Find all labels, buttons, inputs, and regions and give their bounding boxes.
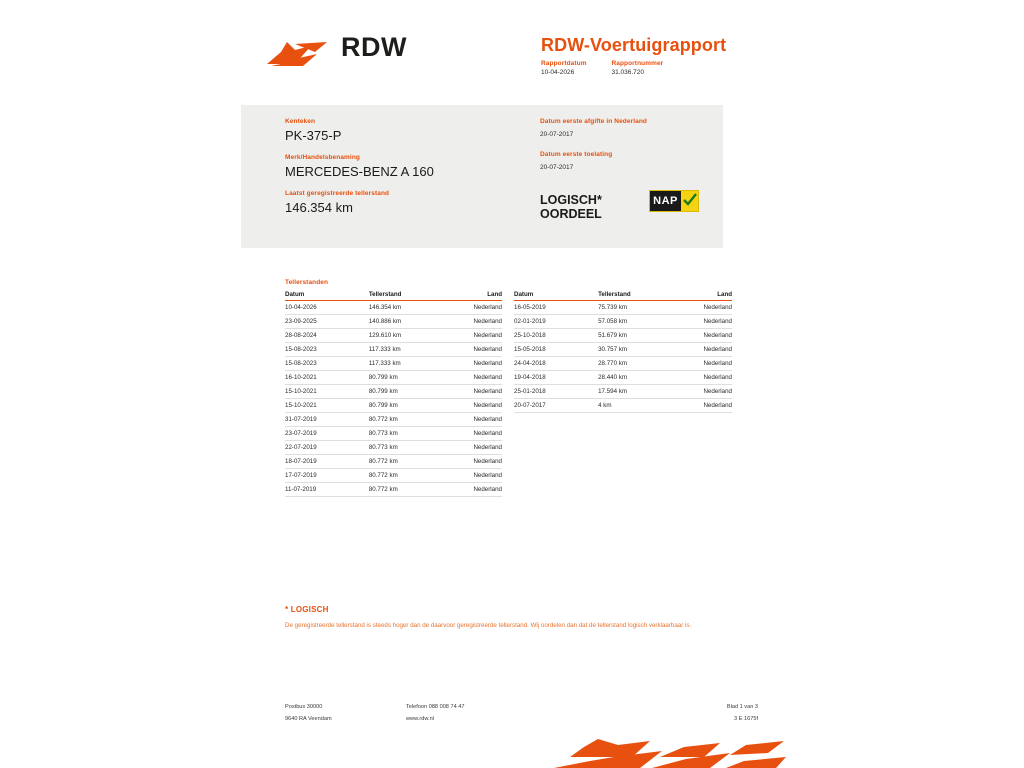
cell-datum: 20-07-2017 — [514, 399, 572, 413]
column-header-land: Land — [450, 291, 502, 301]
table-row — [514, 399, 732, 413]
cell-tellerstand: 28.770 km — [572, 357, 679, 371]
footer-address-line1: Postbus 30000 — [285, 704, 323, 710]
judgement-label: LOGISCH* OORDEEL — [540, 193, 602, 221]
cell-datum: 25-10-2018 — [514, 329, 572, 343]
table-row — [285, 399, 502, 413]
table-row — [285, 483, 502, 497]
cell-datum: 25-01-2018 — [514, 385, 572, 399]
cell-land: Nederland — [450, 441, 502, 455]
table-row — [285, 301, 502, 315]
cell-datum: 24-04-2018 — [514, 357, 572, 371]
field-label-kenteken: Kenteken — [285, 118, 316, 125]
footnote-title: * LOGISCH — [285, 605, 329, 614]
report-title: RDW-Voertuigrapport — [541, 35, 727, 55]
meta-value-rapportdatum: 10-04-2026 — [541, 69, 575, 76]
report-meta — [541, 60, 801, 78]
field-value-eerste-toelating: 20-07-2017 — [540, 164, 574, 171]
table-row — [514, 385, 732, 399]
cell-datum: 19-04-2018 — [514, 371, 572, 385]
document-header — [241, 18, 801, 88]
footer-contact — [406, 701, 464, 725]
cell-tellerstand: 4 km — [572, 399, 679, 413]
cell-tellerstand: 117.333 km — [343, 343, 450, 357]
cell-datum: 11-07-2019 — [285, 483, 343, 497]
table-row — [514, 371, 732, 385]
cell-land: Nederland — [450, 469, 502, 483]
meta-value-rapportnummer: 31.036.720 — [611, 69, 644, 76]
cell-land: Nederland — [450, 427, 502, 441]
cell-tellerstand: 30.757 km — [572, 343, 679, 357]
cell-tellerstand: 80.799 km — [343, 385, 450, 399]
cell-land: Nederland — [450, 329, 502, 343]
cell-tellerstand: 146.354 km — [343, 301, 450, 315]
cell-datum: 15-08-2023 — [285, 343, 343, 357]
cell-datum: 28-08-2024 — [285, 329, 343, 343]
cell-land: Nederland — [450, 315, 502, 329]
field-value-merk: MERCEDES-BENZ A 160 — [285, 164, 434, 179]
cell-land: Nederland — [680, 385, 732, 399]
field-label-eerste-toelating: Datum eerste toelating — [540, 151, 613, 158]
meta-rapportnummer — [611, 60, 731, 76]
footer-phone: Telefoon 088 008 74 47 — [406, 704, 465, 710]
column-header-datum: Datum — [514, 291, 572, 301]
cell-datum: 15-08-2023 — [285, 357, 343, 371]
field-kenteken — [285, 118, 515, 143]
cell-land: Nederland — [680, 371, 732, 385]
cell-land: Nederland — [680, 301, 732, 315]
field-merk-handelsbenaming — [285, 154, 515, 179]
cell-land: Nederland — [680, 357, 732, 371]
cell-datum: 02-01-2019 — [514, 315, 572, 329]
meta-label-rapportnummer: Rapportnummer — [611, 60, 664, 67]
cell-land: Nederland — [680, 399, 732, 413]
cell-datum: 17-07-2019 — [285, 469, 343, 483]
table-row — [285, 371, 502, 385]
cell-land: Nederland — [450, 413, 502, 427]
table-row — [285, 469, 502, 483]
rdw-footer-graphic-icon — [554, 735, 786, 768]
cell-land: Nederland — [680, 329, 732, 343]
table-header-row — [285, 291, 502, 301]
table-row — [514, 357, 732, 371]
field-value-kenteken: PK-375-P — [285, 128, 342, 143]
cell-tellerstand: 80.773 km — [343, 441, 450, 455]
cell-datum: 15-10-2021 — [285, 385, 343, 399]
cell-tellerstand: 57.058 km — [572, 315, 679, 329]
field-laatste-tellerstand — [285, 190, 515, 215]
footer-page-number: Blad 1 van 3 — [726, 704, 758, 710]
table-row — [285, 329, 502, 343]
footer-address — [285, 701, 332, 725]
cell-tellerstand: 80.772 km — [343, 483, 450, 497]
cell-datum: 15-10-2021 — [285, 399, 343, 413]
column-header-tellerstand: Tellerstand — [572, 291, 679, 301]
column-header-datum: Datum — [285, 291, 343, 301]
table-row — [285, 343, 502, 357]
table-row — [285, 455, 502, 469]
table-row — [514, 343, 732, 357]
field-value-tellerstand: 146.354 km — [285, 200, 353, 215]
cell-tellerstand: 28.440 km — [572, 371, 679, 385]
field-value-eerste-afgifte: 20-07-2017 — [540, 131, 574, 138]
cell-land: Nederland — [450, 301, 502, 315]
summary-left-column — [285, 118, 515, 226]
cell-tellerstand: 80.773 km — [343, 427, 450, 441]
cell-land: Nederland — [680, 315, 732, 329]
table-row — [285, 315, 502, 329]
cell-tellerstand: 80.772 km — [343, 455, 450, 469]
cell-datum: 10-04-2026 — [285, 301, 343, 315]
cell-land: Nederland — [450, 385, 502, 399]
field-label-merk: Merk/Handelsbenaming — [285, 154, 360, 161]
rdw-wordmark: RDW — [341, 32, 407, 62]
cell-tellerstand: 75.739 km — [572, 301, 679, 315]
table-row — [285, 385, 502, 399]
cell-datum: 16-10-2021 — [285, 371, 343, 385]
tellerstanden-table-left — [285, 291, 502, 497]
table-row — [285, 413, 502, 427]
field-label-tellerstand: Laatst geregistreerde tellerstand — [285, 190, 390, 197]
nap-badge — [649, 190, 699, 212]
check-icon — [683, 193, 697, 207]
rdw-swoosh-logo-icon — [265, 40, 331, 68]
cell-land: Nederland — [450, 399, 502, 413]
cell-land: Nederland — [450, 343, 502, 357]
cell-tellerstand: 17.594 km — [572, 385, 679, 399]
cell-datum: 15-05-2018 — [514, 343, 572, 357]
tellerstanden-title: Tellerstanden — [285, 279, 329, 286]
meta-rapportdatum — [541, 60, 603, 76]
table-row — [514, 329, 732, 343]
cell-datum: 18-07-2019 — [285, 455, 343, 469]
table-row — [514, 301, 732, 315]
footer-page-info — [698, 701, 758, 725]
column-header-land: Land — [680, 291, 732, 301]
cell-tellerstand: 80.799 km — [343, 371, 450, 385]
footer-website[interactable]: www.rdw.nl — [406, 716, 434, 722]
footnote-section — [285, 605, 715, 631]
footer-code: 3 E 1675f — [734, 716, 758, 722]
table-row — [285, 357, 502, 371]
field-datum-eerste-toelating — [540, 151, 720, 175]
field-label-eerste-afgifte: Datum eerste afgifte in Nederland — [540, 118, 647, 125]
tellerstanden-section — [285, 279, 735, 493]
table-row — [285, 427, 502, 441]
cell-land: Nederland — [450, 483, 502, 497]
cell-datum: 16-05-2019 — [514, 301, 572, 315]
table-row — [285, 441, 502, 455]
column-header-tellerstand: Tellerstand — [343, 291, 450, 301]
cell-land: Nederland — [450, 371, 502, 385]
summary-right-column — [540, 118, 720, 184]
footnote-body: De geregistreerde tellerstand is steeds hoger dan de daarvoor geregistreerde tellerstand. Wij oordelen dan dat de tellerstand logisch verklaarbaar is. — [285, 622, 692, 629]
cell-tellerstand: 80.799 km — [343, 399, 450, 413]
cell-tellerstand: 117.333 km — [343, 357, 450, 371]
cell-datum: 23-07-2019 — [285, 427, 343, 441]
cell-land: Nederland — [450, 357, 502, 371]
cell-tellerstand: 140.886 km — [343, 315, 450, 329]
vehicle-summary-panel — [241, 105, 723, 248]
cell-datum: 23-09-2025 — [285, 315, 343, 329]
field-datum-eerste-afgifte — [540, 118, 720, 142]
cell-land: Nederland — [450, 455, 502, 469]
tellerstanden-table-right — [514, 291, 732, 413]
footer-address-line2: 9640 RA Veendam — [285, 716, 332, 722]
cell-tellerstand: 51.679 km — [572, 329, 679, 343]
cell-tellerstand: 80.772 km — [343, 413, 450, 427]
cell-tellerstand: 129.610 km — [343, 329, 450, 343]
cell-land: Nederland — [680, 343, 732, 357]
table-header-row — [514, 291, 732, 301]
table-row — [514, 315, 732, 329]
cell-tellerstand: 80.772 km — [343, 469, 450, 483]
nap-badge-text: NAP — [650, 191, 681, 211]
cell-datum: 31-07-2019 — [285, 413, 343, 427]
cell-datum: 22-07-2019 — [285, 441, 343, 455]
meta-label-rapportdatum: Rapportdatum — [541, 60, 587, 67]
